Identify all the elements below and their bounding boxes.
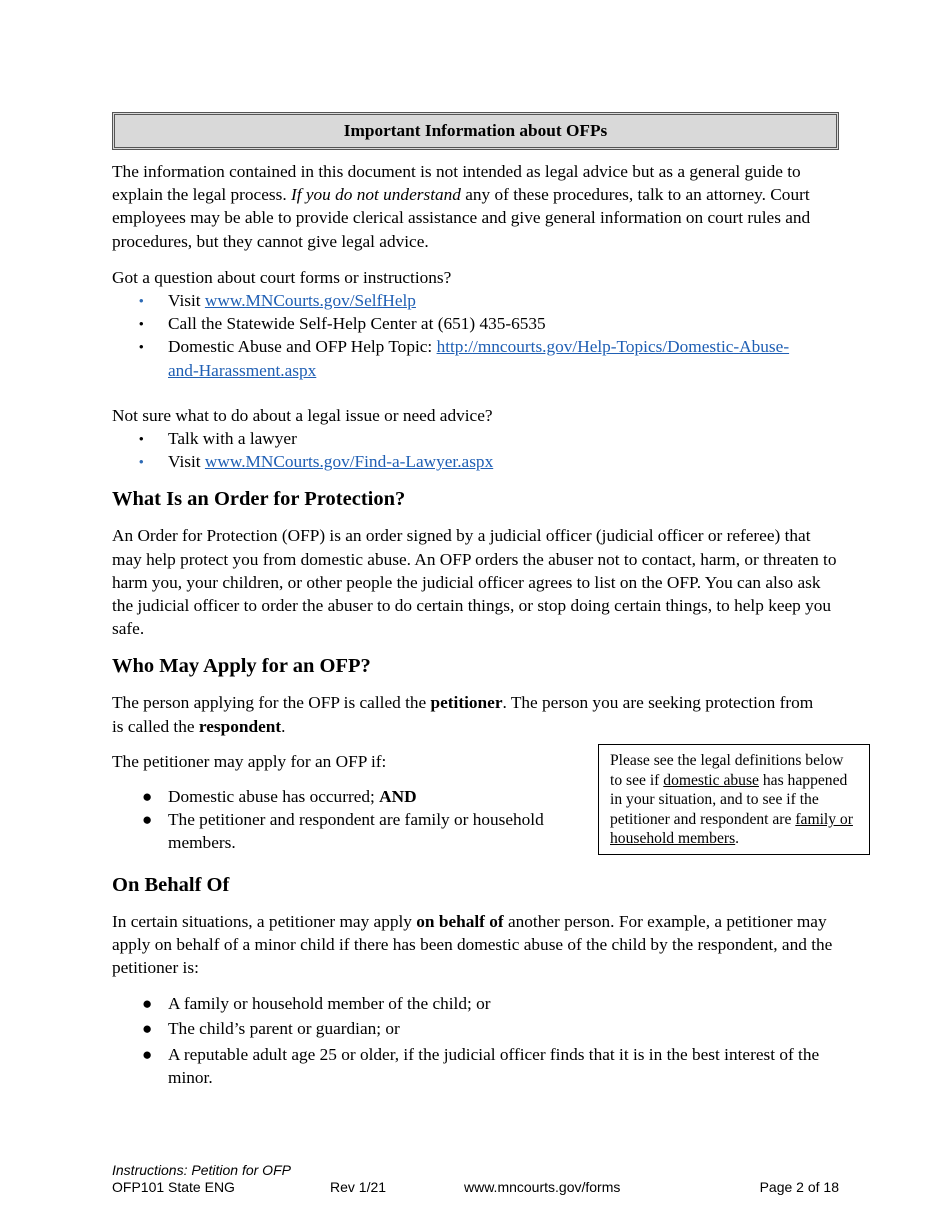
petitioner-term: petitioner — [430, 693, 503, 713]
condition-text: Domestic abuse has occurred; — [168, 787, 380, 807]
intro-text: The information contained in this document is not intended as legal advice but as a general guide to explain the legal process. — [112, 162, 801, 205]
page-footer — [112, 1162, 839, 1196]
bullet-icon: • — [139, 454, 144, 470]
list-item — [112, 808, 572, 854]
list-item — [112, 312, 839, 335]
household-members-term: family or household members — [610, 810, 853, 848]
intro-paragraph — [112, 160, 839, 253]
document-page — [112, 112, 839, 1089]
behalf-term: on behalf of — [416, 911, 504, 931]
topic-text: Domestic Abuse and OFP Help Topic: — [168, 337, 437, 357]
bullet-icon: ● — [142, 1019, 153, 1039]
list-item — [112, 1043, 839, 1089]
page-title: Important Information about OFPs — [343, 121, 608, 140]
footer-doc-title: Instructions: Petition for OFP — [112, 1162, 291, 1178]
advice-list — [112, 427, 839, 473]
who-text: . The person you are seeking protection from is called the — [112, 693, 814, 736]
advice-heading: Not sure what to do about a legal issue or need advice? — [112, 405, 493, 425]
selfhelp-link[interactable]: www.MNCourts.gov/SelfHelp — [204, 291, 416, 311]
list-item — [112, 992, 839, 1015]
footer-form-code: OFP101 State ENG — [112, 1179, 235, 1195]
lawyer-text: Talk with a lawyer — [168, 429, 297, 449]
find-lawyer-link[interactable]: www.MNCourts.gov/Find-a-Lawyer.aspx — [204, 452, 494, 472]
domestic-abuse-term: domestic abuse — [663, 771, 759, 789]
footer-row — [112, 1179, 839, 1196]
apply-if-text: The petitioner may apply for an OFP if: — [112, 751, 387, 771]
section-heading-what-is: What Is an Order for Protection? — [112, 488, 406, 511]
callout-text: Please see the legal definitions below to see if — [610, 752, 844, 789]
condition-text: The petitioner and respondent are family or household members. — [168, 810, 544, 853]
bullet-icon: ● — [142, 810, 153, 830]
intro-text-end: any of these procedures, talk to an attorney. Court employees may be able to provide clerical assistance and give general information on court rules and procedures, but they cannot give legal advice. — [112, 185, 811, 251]
bullet-icon: • — [139, 316, 144, 332]
bullet-icon: • — [139, 293, 144, 309]
apply-conditions-list — [112, 785, 572, 855]
questions-heading: Got a question about court forms or instructions? — [112, 267, 452, 287]
list-item — [112, 427, 839, 450]
questions-list — [112, 289, 839, 382]
list-item — [112, 450, 839, 473]
footer-revision: Rev 1/21 — [330, 1179, 387, 1195]
respondent-term: respondent — [198, 716, 282, 736]
help-topic-link-continued[interactable]: and-Harassment.aspx — [168, 360, 317, 380]
behalf-text: In certain situations, a petitioner may apply — [112, 911, 417, 931]
intro-italic: If you do not understand — [291, 185, 461, 205]
who-text: . — [281, 716, 286, 736]
behalf-bullet-text: The child’s parent or guardian; or — [168, 1019, 400, 1039]
bullet-icon: • — [139, 431, 144, 447]
behalf-paragraph — [112, 910, 839, 980]
and-term: AND — [379, 787, 417, 807]
bullet-icon: ● — [142, 994, 153, 1014]
behalf-bullet-text: A reputable adult age 25 or older, if the judicial officer finds that it is in the best interest of the minor. — [168, 1044, 820, 1087]
list-item — [112, 1017, 839, 1040]
call-text: Call the Statewide Self-Help Center at (651) 435-6535 — [168, 314, 546, 334]
help-topic-link[interactable]: http://mncourts.gov/Help-Topics/Domestic-Abuse- — [436, 337, 790, 357]
behalf-bullet-text: A family or household member of the child; or — [168, 994, 491, 1014]
visit-text: Visit — [168, 291, 205, 311]
list-item — [112, 289, 839, 312]
what-is-paragraph: An Order for Protection (OFP) is an order signed by a judicial officer (judicial officer or referee) that may help protect you from domestic abuse. An OFP orders the abuser not to contact, harm, or threaten to harm you, your children, or other people the judicial officer agrees to list on the OFP. You can also ask the judicial officer to order the abuser to do certain things, or stop doing certain things, to help keep you safe. — [112, 526, 837, 639]
behalf-text: another person. For example, a petitioner may apply on behalf of a minor child if there has been domestic abuse of the child by the respondent, and the petitioner is: — [112, 911, 833, 978]
section-heading-who-may: Who May Apply for an OFP? — [112, 655, 371, 678]
section-heading-behalf: On Behalf Of — [112, 873, 230, 896]
footer-website: www.mncourts.gov/forms — [464, 1179, 621, 1195]
bullet-icon: • — [139, 339, 144, 355]
title-banner — [112, 112, 839, 150]
callout-text: has happened in your situation, and to see if the petitioner and respondent are — [610, 771, 848, 828]
bullet-icon: ● — [142, 787, 153, 807]
list-item — [112, 785, 572, 808]
visit-text: Visit — [168, 452, 205, 472]
definitions-callout — [598, 744, 870, 855]
behalf-list — [112, 992, 839, 1089]
footer-page-number: Page 2 of 18 — [759, 1179, 839, 1195]
bullet-icon: ● — [142, 1044, 153, 1064]
list-item — [112, 335, 839, 381]
who-text: The person applying for the OFP is called the — [112, 693, 431, 713]
who-may-paragraph — [112, 691, 822, 737]
callout-text: . — [735, 830, 740, 848]
